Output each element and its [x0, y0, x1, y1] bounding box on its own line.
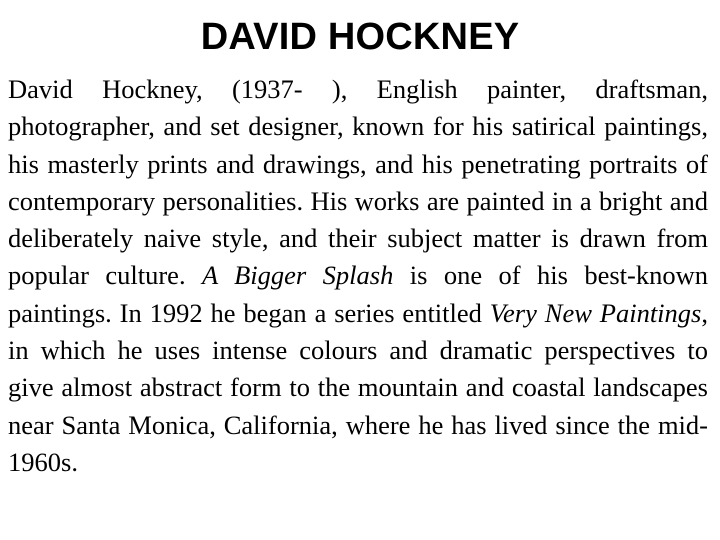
paragraph-text-part-2: is one of his best-known paintings. In 1992 he began a series entitled [8, 260, 708, 328]
paragraph-text-part-3: , in which he uses intense colours and dramatic perspectives to give almost abstract form to the mountain and coastal landscapes near Santa Monica, California, where he has lived since the mid-1960s. [8, 297, 708, 477]
paragraph-text-part-1: David Hockney, (1937- ), English painter, draftsman, photographer, and set designer, known for his satirical paintings, his masterly prints and drawings, and his penetrating portraits of contemporary personalities. His works are painted in a bright and deliberately naive style, and their subject matter is drawn from popular culture. [8, 74, 708, 291]
artwork-title-a-bigger-splash: A Bigger Splash [201, 260, 394, 291]
body-paragraph [8, 71, 708, 481]
series-title-very-new-paintings: Very New Paintings [489, 297, 702, 328]
slide-title: DAVID HOCKNEY [200, 16, 520, 58]
